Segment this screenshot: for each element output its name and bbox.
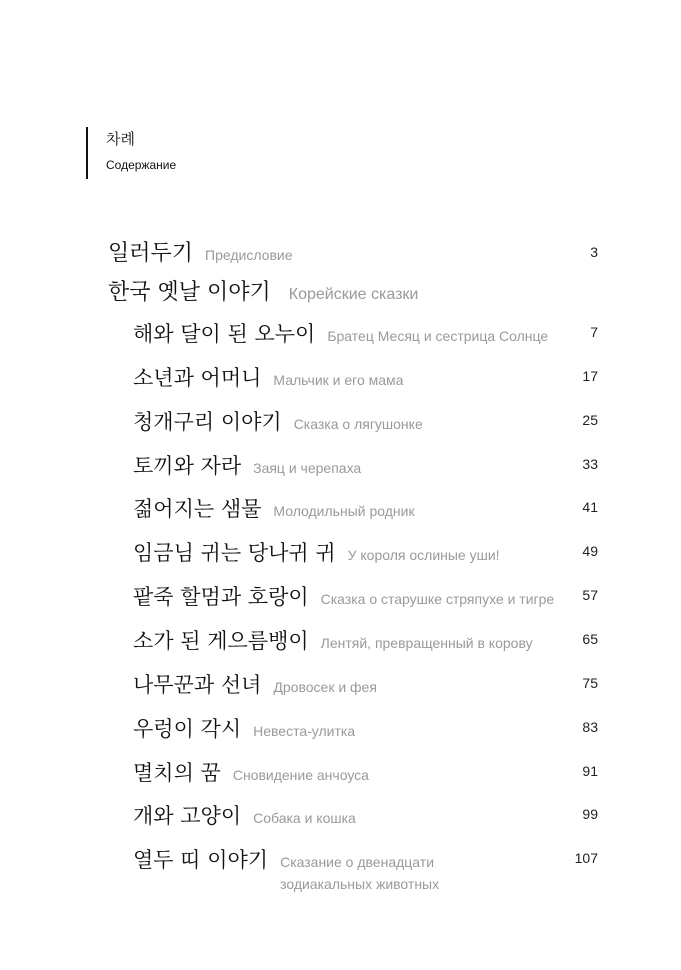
entry-title-korean: 일러두기 <box>108 241 194 266</box>
entry-title-korean: 소년과 어머니 <box>133 366 262 390</box>
section-title-russian: Корейские сказки <box>288 286 419 303</box>
entry-title-russian: Невеста-улитка <box>253 723 356 739</box>
entry-title-russian: Дровосек и фея <box>273 679 377 695</box>
toc-entry[interactable] <box>133 581 554 611</box>
entry-title-russian: Братец Месяц и сестрица Солнце <box>327 328 549 344</box>
toc-entry[interactable] <box>133 450 361 480</box>
toc-entry[interactable] <box>133 362 403 392</box>
page-number: 91 <box>582 763 598 779</box>
page-number: 17 <box>582 368 598 384</box>
page-number: 7 <box>590 324 598 340</box>
page-number: 107 <box>574 850 598 866</box>
toc-header <box>86 127 176 179</box>
toc-entry[interactable] <box>133 757 369 787</box>
entry-title-russian: Молодильный родник <box>273 503 415 519</box>
toc-title-russian: Содержание <box>106 158 177 172</box>
entry-title-korean: 열두 띠 이야기 <box>133 848 269 872</box>
page-number: 65 <box>582 631 598 647</box>
page-number: 75 <box>582 675 598 691</box>
toc-entry[interactable] <box>133 493 415 523</box>
toc-entry[interactable] <box>133 713 355 743</box>
entry-title-russian: Сновидение анчоуса <box>232 767 369 783</box>
toc-entry[interactable] <box>133 844 450 895</box>
entry-title-korean: 나무꾼과 선녀 <box>133 673 262 697</box>
page-number: 25 <box>582 412 598 428</box>
entry-title-russian: Сказание о двенадцати зодиакальных животных <box>280 854 440 892</box>
entry-title-russian: Предисловие <box>205 247 293 263</box>
page-number: 49 <box>582 543 598 559</box>
entry-title-russian: Сказка о старушке стряпухе и тигре <box>320 591 555 607</box>
entry-title-korean: 소가 된 게으름뱅이 <box>133 629 309 653</box>
toc-entry[interactable] <box>133 625 533 655</box>
toc-entry-preface[interactable] <box>108 236 293 267</box>
entry-title-korean: 해와 달이 된 오누이 <box>133 322 316 346</box>
toc-entry[interactable] <box>133 537 500 567</box>
toc-entry[interactable] <box>133 318 548 348</box>
page-number: 99 <box>582 806 598 822</box>
entry-title-korean: 멸치의 꿈 <box>133 761 221 785</box>
page-number: 41 <box>582 499 598 515</box>
entry-title-korean: 젊어지는 샘물 <box>133 497 262 521</box>
entry-title-russian: Мальчик и его мама <box>273 372 404 388</box>
entry-title-russian: Собака и кошка <box>253 810 356 826</box>
toc-title-korean: 차례 <box>106 130 135 148</box>
entry-title-korean: 청개구리 이야기 <box>133 410 282 434</box>
entry-title-russian: У короля ослиные уши! <box>347 547 500 563</box>
toc-entry[interactable] <box>133 800 356 830</box>
page-number: 83 <box>582 719 598 735</box>
page-number: 33 <box>582 456 598 472</box>
entry-title-korean: 토끼와 자라 <box>133 454 242 478</box>
toc-entry[interactable] <box>133 669 377 699</box>
entry-title-russian: Заяц и черепаха <box>253 460 362 476</box>
page-number: 57 <box>582 587 598 603</box>
entry-title-korean: 우렁이 각시 <box>133 717 242 741</box>
entry-title-russian: Сказка о лягушонке <box>293 416 423 432</box>
entry-title-korean: 개와 고양이 <box>133 804 242 828</box>
entry-title-korean: 임금님 귀는 당나귀 귀 <box>133 541 336 565</box>
toc-section-heading <box>108 275 418 306</box>
section-title-korean: 한국 옛날 이야기 <box>108 280 271 305</box>
page-number: 3 <box>590 244 598 260</box>
toc-entry[interactable] <box>133 406 423 436</box>
entry-title-korean: 팥죽 할멈과 호랑이 <box>133 585 309 609</box>
entry-title-russian: Лентяй, превращенный в корову <box>320 635 533 651</box>
